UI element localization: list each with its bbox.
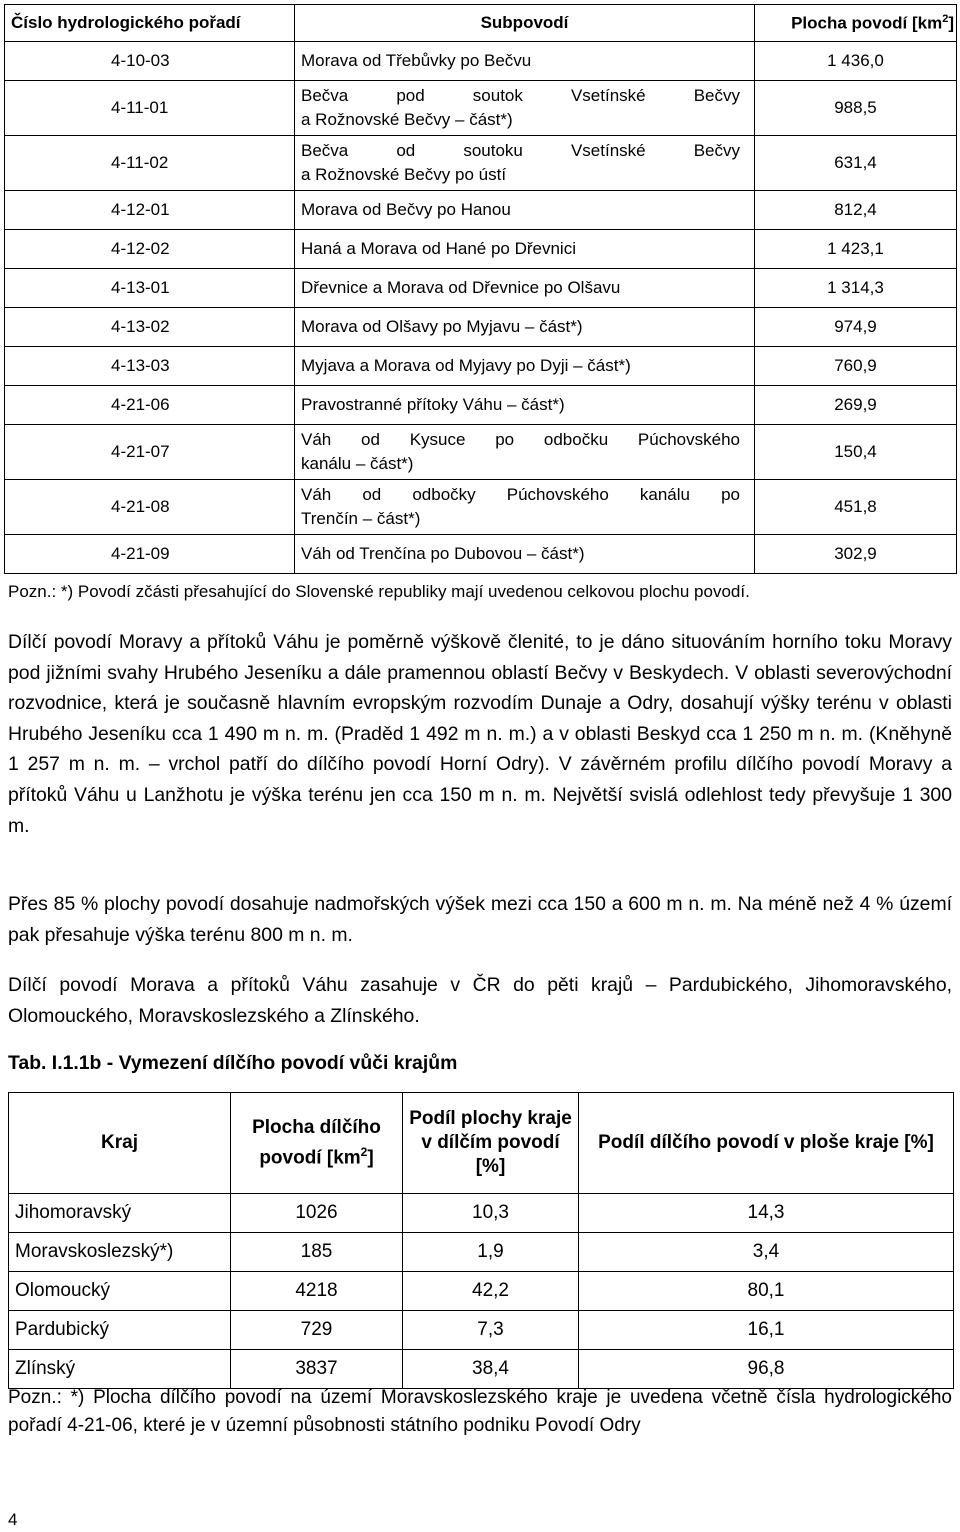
subbasin-name: Morava od Třebůvky po Bečvu — [295, 42, 755, 81]
hydro-code: 4-21-07 — [5, 425, 295, 480]
paragraph-altitude: Přes 85 % plochy povodí dosahuje nadmořských výšek mezi cca 150 a 600 m n. m. Na méně než 4 % území pak přesahuje výška terénu 800 m n. m. — [8, 893, 952, 946]
table-row — [9, 1194, 954, 1233]
area-value: 1 436,0 — [755, 42, 957, 81]
header-plocha: Plocha dílčího povodí $[km^2]$ — [231, 1093, 403, 1194]
hydro-code: 4-21-08 — [5, 480, 295, 535]
region-area: 3837 — [231, 1350, 403, 1389]
table-row — [5, 42, 957, 81]
area-value: 302,9 — [755, 535, 957, 574]
regions-table-header — [9, 1093, 954, 1194]
area-value: 988,5 — [755, 81, 957, 136]
table1-note: Pozn.: *) Povodí zčásti přesahující do Slovenské republiky mají uvedenou celkovou plochu povodí. — [8, 582, 750, 601]
table-row — [5, 191, 957, 230]
area-value: 1 314,3 — [755, 269, 957, 308]
area-value: 269,9 — [755, 386, 957, 425]
area-value: 1 423,1 — [755, 230, 957, 269]
header-podil-kraje: Podíl plochy kraje v dílčím povodí [%] — [403, 1093, 579, 1194]
table-row — [5, 480, 957, 535]
subbasin-name: Bečva od soutoku Vsetínské Bečvy a Rožnovské Bečvy po ústí — [295, 136, 755, 191]
hydro-code: 4-12-02 — [5, 230, 295, 269]
basin-share: 14,3 — [579, 1194, 954, 1233]
paragraph-relief: Dílčí povodí Moravy a přítoků Váhu je poměrně výškově členité, to je dáno situováním horního toku Moravy pod jižními svahy Hrubého Jeseníku a dále pramennou oblastí Bečvy v Beskydech. V oblasti severovýchodní rozvodnice, která je současně hlavním evropským rozvodím Dunaje a Odry, dosahují výšky terénu v oblasti Hrubého Jeseníku cca 1 490 m n. m. (Praděd 1 492 m n. m.) a v oblasti Beskyd cca 1 250 m n. m. (Kněhyně 1 257 m n. m. – vrchol patří do dílčího povodí Horní Odry). V závěrném profilu dílčího povodí Moravy a přítoků Váhu u Lanžhotu je výška terénu jen cca 150 m n. m. Největší svislá odlehlost tedy převyšuje 1 300 m. — [8, 631, 952, 837]
region-name: Jihomoravský — [9, 1194, 231, 1233]
page-number: 4 — [8, 1510, 18, 1529]
region-name: Pardubický — [9, 1311, 231, 1350]
subbasin-name: Váh od odbočky Púchovského kanálu po Trenčín – část*) — [295, 480, 755, 535]
region-share: 42,2 — [403, 1272, 579, 1311]
table-row — [5, 535, 957, 574]
subbasin-name: Váh od Trenčína po Dubovou – část*) — [295, 535, 755, 574]
hydro-code: 4-10-03 — [5, 42, 295, 81]
hydro-code: 4-13-01 — [5, 269, 295, 308]
area-value: 812,4 — [755, 191, 957, 230]
area-value: 974,9 — [755, 308, 957, 347]
header-area: Plocha povodí $[km^2]$ — [755, 5, 957, 42]
region-area: 4218 — [231, 1272, 403, 1311]
table2-note: Pozn.: *) Plocha dílčího povodí na území Moravskoslezského kraje je uvedena včetně čísla hydrologického pořadí 4-21-06, které je v územní působnosti státního podniku Povodí Odry — [8, 1387, 952, 1436]
region-area: 729 — [231, 1311, 403, 1350]
subbasin-name: Haná a Morava od Hané po Dřevnici — [295, 230, 755, 269]
basin-share: 80,1 — [579, 1272, 954, 1311]
header-subbasin: Subpovodí — [295, 5, 755, 42]
header-hydro-code: Číslo hydrologického pořadí — [5, 5, 295, 42]
region-share: 1,9 — [403, 1233, 579, 1272]
subbasin-name: Morava od Olšavy po Myjavu – část*) — [295, 308, 755, 347]
hydro-code: 4-21-06 — [5, 386, 295, 425]
subbasin-table — [4, 4, 957, 574]
hydro-code: 4-12-01 — [5, 191, 295, 230]
table-row — [5, 347, 957, 386]
area-value: 451,8 — [755, 480, 957, 535]
region-name: Zlínský — [9, 1350, 231, 1389]
hydro-code: 4-13-02 — [5, 308, 295, 347]
table-row — [5, 425, 957, 480]
subbasin-name: Bečva pod soutok Vsetínské Bečvy a Rožnovské Bečvy – část*) — [295, 81, 755, 136]
region-name: Olomoucký — [9, 1272, 231, 1311]
region-area: 185 — [231, 1233, 403, 1272]
table-row — [9, 1311, 954, 1350]
basin-share: 16,1 — [579, 1311, 954, 1350]
table-row — [5, 136, 957, 191]
table-row — [5, 269, 957, 308]
header-kraj: Kraj — [9, 1093, 231, 1194]
paragraph-regions: Dílčí povodí Morava a přítoků Váhu zasahuje v ČR do pěti krajů – Pardubického, Jihomoravského, Olomouckého, Moravskoslezského a Zlínského. — [8, 974, 952, 1027]
basin-share: 3,4 — [579, 1233, 954, 1272]
hydro-code: 4-11-02 — [5, 136, 295, 191]
subbasin-name: Myjava a Morava od Myjavy po Dyji – část*) — [295, 347, 755, 386]
area-value: 760,9 — [755, 347, 957, 386]
subbasin-table-header — [5, 5, 957, 42]
subbasin-name: Dřevnice a Morava od Dřevnice po Olšavu — [295, 269, 755, 308]
region-share: 10,3 — [403, 1194, 579, 1233]
table-row — [9, 1233, 954, 1272]
regions-table — [8, 1092, 954, 1389]
table-row — [5, 386, 957, 425]
hydro-code: 4-11-01 — [5, 81, 295, 136]
region-name: Moravskoslezský*) — [9, 1233, 231, 1272]
table-row — [5, 230, 957, 269]
header-podil-povodi: Podíl dílčího povodí v ploše kraje [%] — [579, 1093, 954, 1194]
region-share: 38,4 — [403, 1350, 579, 1389]
basin-share: 96,8 — [579, 1350, 954, 1389]
subbasin-name: Pravostranné přítoky Váhu – část*) — [295, 386, 755, 425]
area-value: 631,4 — [755, 136, 957, 191]
subbasin-name: Morava od Bečvy po Hanou — [295, 191, 755, 230]
table-row — [9, 1272, 954, 1311]
table-row — [5, 81, 957, 136]
region-share: 7,3 — [403, 1311, 579, 1350]
hydro-code: 4-13-03 — [5, 347, 295, 386]
area-value: 150,4 — [755, 425, 957, 480]
table-row — [5, 308, 957, 347]
table2-title: Tab. I.1.1b - Vymezení dílčího povodí vůči krajům — [8, 1052, 458, 1074]
hydro-code: 4-21-09 — [5, 535, 295, 574]
subbasin-name: Váh od Kysuce po odbočku Púchovského kanálu – část*) — [295, 425, 755, 480]
table-row — [9, 1350, 954, 1389]
region-area: 1026 — [231, 1194, 403, 1233]
